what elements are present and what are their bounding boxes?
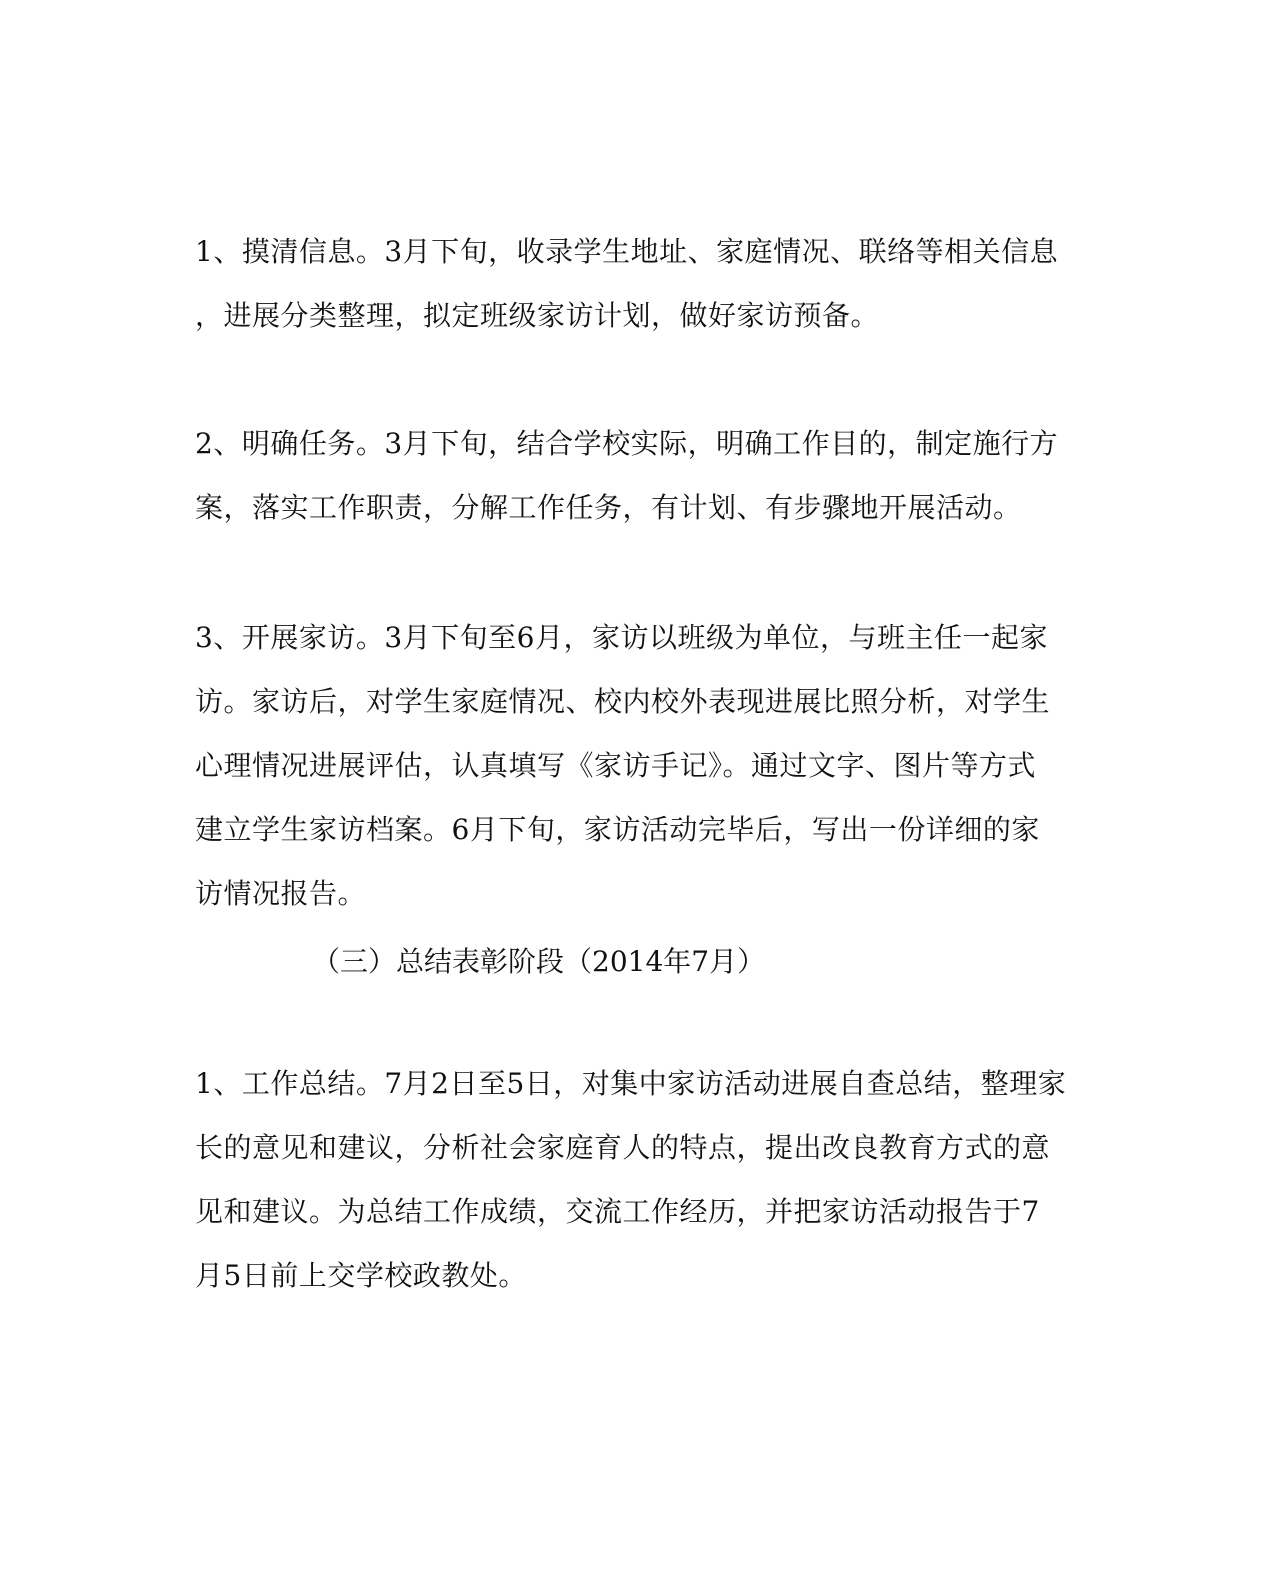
paragraph-define-tasks	[195, 412, 1059, 540]
paragraph-line: 见和建议。为总结工作成绩，交流工作经历，并把家访活动报告于7	[195, 1195, 1040, 1228]
paragraph-line: 2、明确任务。3月下旬，结合学校实际，明确工作目的，制定施行方	[195, 427, 1059, 460]
paragraph-line: ，进展分类整理，拟定班级家访计划，做好家访预备。	[195, 299, 880, 332]
paragraph-line: 长的意见和建议，分析社会家庭育人的特点，提出改良教育方式的意	[195, 1131, 1051, 1164]
paragraph-line: 案，落实工作职责，分解工作任务，有计划、有步骤地开展活动。	[195, 491, 1022, 524]
section-heading: （三）总结表彰阶段（2014年7月）	[312, 945, 766, 978]
paragraph-line: 建立学生家访档案。6月下旬，家访活动完毕后，写出一份详细的家	[195, 813, 1040, 846]
paragraph-home-visits	[195, 606, 1055, 926]
paragraph-collect-info	[195, 220, 1059, 348]
paragraph-line: 月5日前上交学校政教处。	[195, 1259, 527, 1292]
paragraph-line: 访情况报告。	[195, 877, 367, 910]
paragraph-line: 3、开展家访。3月下旬至6月，家访以班级为单位，与班主任一起家	[195, 621, 1048, 654]
paragraph-line: 心理情况进展评估，认真填写《家访手记》。通过文字、图片等方式	[195, 749, 1037, 782]
paragraph-line: 访。家访后，对学生家庭情况、校内校外表现进展比照分析，对学生	[195, 685, 1051, 718]
paragraph-line: 1、摸清信息。3月下旬，收录学生地址、家庭情况、联络等相关信息	[195, 235, 1059, 268]
paragraph-work-summary	[195, 1052, 1067, 1308]
paragraph-line: 1、工作总结。7月2日至5日，对集中家访活动进展自查总结，整理家	[195, 1067, 1067, 1100]
